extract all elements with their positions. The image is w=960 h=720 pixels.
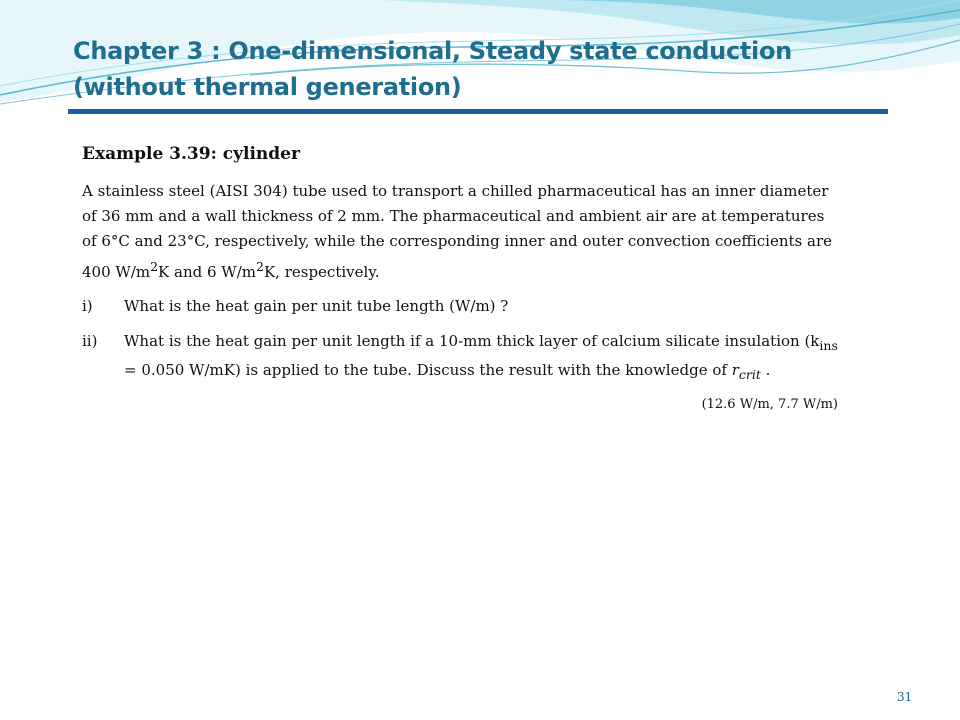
problem-text-3: K, respectively. <box>263 263 380 281</box>
slide-body <box>82 144 842 412</box>
r-symbol: r <box>731 361 739 379</box>
question-2-text-2: = 0.050 W/mK) is applied to the tube. Discuss the result with the knowledge of <box>124 361 732 379</box>
slide-title <box>73 33 893 105</box>
page-number: 31 <box>897 690 913 704</box>
question-1-number: i) <box>82 297 93 315</box>
question-2 <box>82 329 842 387</box>
problem-text-1: A stainless steel (AISI 304) tube used to transport a chilled pharmaceutical has an inner diameter of 36 mm and a wall thickness of 2 mm. The pharmaceutical and ambient air are at temperatures of 6°C and 23°C, respectively, while the corresponding inner and outer convection coefficients are 400 W/m <box>82 182 832 281</box>
question-2-text-3: . <box>760 361 771 379</box>
question-2-text-1: What is the heat gain per unit length if a 10-mm thick layer of calcium silicate insulation (k <box>124 332 820 350</box>
problem-statement <box>82 179 842 285</box>
question-1 <box>82 294 842 319</box>
k-ins-subscript: ins <box>819 338 838 353</box>
title-divider <box>68 109 888 114</box>
question-1-text: What is the heat gain per unit tube length (W/m) ? <box>124 297 509 315</box>
title-line-2: (without thermal generation) <box>73 73 462 101</box>
question-2-text <box>124 329 842 387</box>
problem-text-2: K and 6 W/m <box>158 263 257 281</box>
superscript-2a: 2 <box>150 259 159 274</box>
example-heading: Example 3.39: cylinder <box>82 144 300 164</box>
superscript-2b: 2 <box>256 259 264 274</box>
question-2-number: ii) <box>82 332 98 350</box>
r-crit-symbol <box>731 361 761 382</box>
answer-text: (12.6 W/m, 7.7 W/m) <box>701 397 838 412</box>
crit-subscript: crit <box>738 367 761 382</box>
title-line-1: Chapter 3 : One-dimensional, Steady state conduction <box>73 37 792 65</box>
